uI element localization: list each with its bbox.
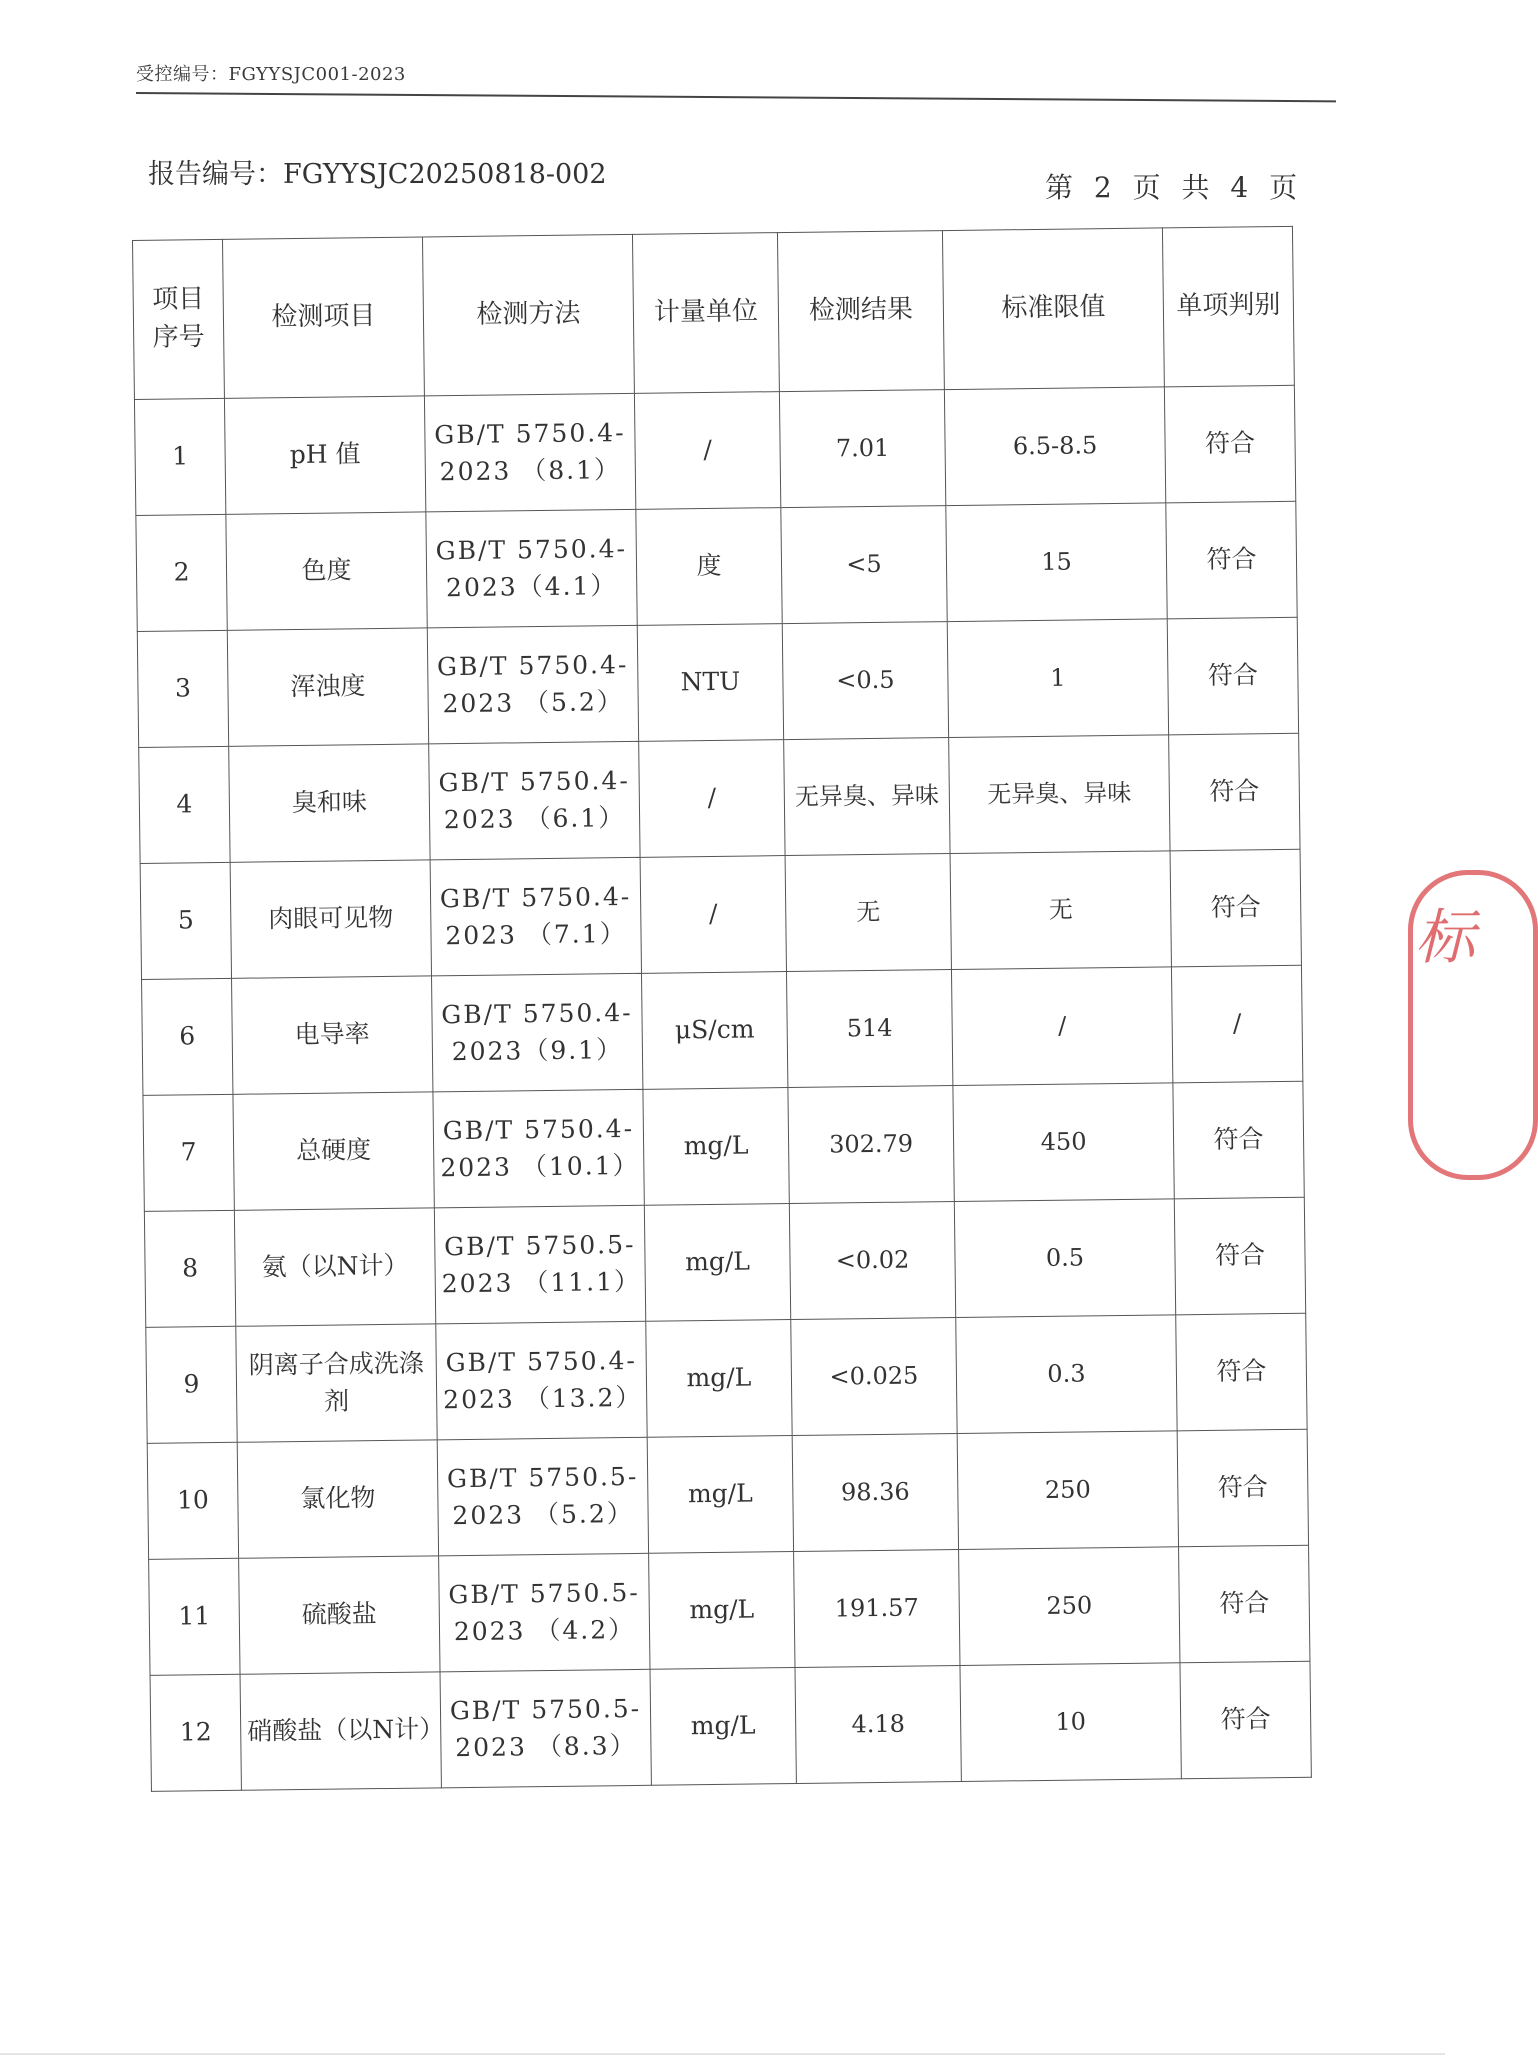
header-divider xyxy=(136,92,1336,102)
test-item: 氯化物 xyxy=(237,1440,438,1558)
table-row xyxy=(144,1197,1305,1327)
test-method: GB/T 5750.4-2023 （13.2） xyxy=(436,1321,647,1440)
header-test-item: 检测项目 xyxy=(222,237,424,398)
test-item: 肉眼可见物 xyxy=(230,860,431,978)
test-method: GB/T 5750.5-2023 （5.2） xyxy=(437,1437,648,1556)
header-item-no: 项目序号 xyxy=(133,239,225,399)
judgement: / xyxy=(1171,965,1302,1083)
standard-limit: / xyxy=(951,967,1172,1086)
item-no: 9 xyxy=(146,1326,237,1443)
test-item: 硫酸盐 xyxy=(239,1556,440,1674)
unit: mg/L xyxy=(647,1436,793,1554)
header-test-method: 检测方法 xyxy=(422,234,634,396)
table-row xyxy=(150,1661,1311,1791)
item-no: 4 xyxy=(139,746,230,863)
test-method: GB/T 5750.4-2023 （8.1） xyxy=(424,393,635,512)
standard-limit: 10 xyxy=(960,1663,1181,1782)
test-method: GB/T 5750.4-2023（9.1） xyxy=(432,973,643,1092)
header-unit: 计量单位 xyxy=(632,233,779,394)
table-row xyxy=(134,385,1295,515)
header-result: 检测结果 xyxy=(777,231,944,392)
test-method: GB/T 5750.5-2023 （4.2） xyxy=(439,1553,650,1672)
test-item: 臭和味 xyxy=(229,744,430,862)
result: 7.01 xyxy=(779,390,945,508)
judgement: 符合 xyxy=(1174,1197,1305,1315)
standard-limit: 1 xyxy=(947,619,1168,738)
test-method: GB/T 5750.4-2023（4.1） xyxy=(426,509,637,628)
judgement: 符合 xyxy=(1173,1081,1304,1199)
test-item: 硝酸盐（以N计） xyxy=(240,1672,441,1790)
test-method: GB/T 5750.5-2023 （8.3） xyxy=(440,1669,651,1788)
unit: / xyxy=(639,740,785,858)
item-no: 7 xyxy=(143,1094,234,1211)
header-judgement: 单项判别 xyxy=(1162,226,1294,387)
table-row xyxy=(142,965,1303,1095)
result: <0.5 xyxy=(782,622,948,740)
item-no: 3 xyxy=(137,630,228,747)
judgement: 符合 xyxy=(1177,1429,1308,1547)
results-table xyxy=(132,226,1312,1792)
test-method: GB/T 5750.4-2023 （10.1） xyxy=(433,1089,644,1208)
unit: mg/L xyxy=(644,1204,790,1322)
test-method: GB/T 5750.4-2023 （6.1） xyxy=(429,741,640,860)
unit: μS/cm xyxy=(641,972,787,1090)
standard-limit: 250 xyxy=(957,1431,1178,1550)
page-indicator: 第 2 页 共 4 页 xyxy=(1045,171,1304,204)
table-header-row xyxy=(133,226,1295,399)
unit: mg/L xyxy=(649,1552,795,1670)
unit: mg/L xyxy=(650,1668,796,1786)
standard-limit: 6.5-8.5 xyxy=(944,387,1165,506)
standard-limit: 250 xyxy=(959,1547,1180,1666)
result: 4.18 xyxy=(795,1665,961,1783)
test-item: 浑浊度 xyxy=(227,628,428,746)
test-item: 电导率 xyxy=(232,976,433,1094)
unit: mg/L xyxy=(646,1320,792,1438)
item-no: 1 xyxy=(134,398,225,515)
result: <0.02 xyxy=(789,1202,955,1320)
result: 514 xyxy=(786,970,952,1088)
table-row xyxy=(143,1081,1304,1211)
result: 98.36 xyxy=(792,1434,958,1552)
report-number: 报告编号：FGYYSJC20250818-002 xyxy=(148,159,607,190)
item-no: 2 xyxy=(136,514,227,631)
test-item: 总硬度 xyxy=(233,1092,434,1210)
item-no: 6 xyxy=(142,978,233,1095)
standard-limit: 无 xyxy=(950,851,1171,970)
unit: / xyxy=(634,392,780,510)
standard-limit: 15 xyxy=(946,503,1167,622)
test-method: GB/T 5750.5-2023 （11.1） xyxy=(434,1205,645,1324)
test-item: 阴离子合成洗涤剂 xyxy=(236,1324,437,1442)
standard-limit: 0.3 xyxy=(956,1315,1177,1434)
header-standard-limit: 标准限值 xyxy=(942,228,1164,390)
test-item: pH 值 xyxy=(224,396,425,514)
judgement: 符合 xyxy=(1164,385,1295,503)
table-row xyxy=(136,501,1297,631)
result: <0.025 xyxy=(791,1318,957,1436)
results-sheet xyxy=(132,226,1311,1792)
test-item: 色度 xyxy=(226,512,427,630)
result: 191.57 xyxy=(794,1549,960,1667)
judgement: 符合 xyxy=(1167,617,1298,735)
table-row xyxy=(139,733,1300,863)
judgement: 符合 xyxy=(1176,1313,1307,1431)
unit: NTU xyxy=(637,624,783,742)
table-row xyxy=(149,1545,1310,1675)
test-method: GB/T 5750.4-2023 （5.2） xyxy=(427,625,638,744)
judgement: 符合 xyxy=(1166,501,1297,619)
judgement: 符合 xyxy=(1180,1661,1311,1779)
item-no: 8 xyxy=(144,1210,235,1327)
unit: / xyxy=(640,856,786,974)
test-method: GB/T 5750.4-2023 （7.1） xyxy=(430,857,641,976)
table-row xyxy=(137,617,1298,747)
item-no: 12 xyxy=(150,1674,241,1791)
control-number: 受控编号：FGYYSJC001-2023 xyxy=(136,64,406,85)
table-row xyxy=(140,849,1301,979)
judgement: 符合 xyxy=(1170,849,1301,967)
item-no: 11 xyxy=(149,1558,240,1675)
unit: mg/L xyxy=(643,1088,789,1206)
result: 无异臭、异味 xyxy=(784,738,950,856)
result: <5 xyxy=(781,506,947,624)
table-row xyxy=(146,1313,1307,1443)
result: 302.79 xyxy=(788,1086,954,1204)
result: 无 xyxy=(785,854,951,972)
judgement: 符合 xyxy=(1179,1545,1310,1663)
standard-limit: 无异臭、异味 xyxy=(949,735,1170,854)
table-row xyxy=(147,1429,1308,1559)
judgement: 符合 xyxy=(1169,733,1300,851)
item-no: 5 xyxy=(140,862,231,979)
standard-limit: 450 xyxy=(953,1083,1174,1202)
test-item: 氨（以N计） xyxy=(234,1208,435,1326)
scan-edge-line xyxy=(0,2053,1445,2055)
red-seal-stamp-glyph: 标 xyxy=(1415,903,1475,973)
standard-limit: 0.5 xyxy=(954,1199,1175,1318)
unit: 度 xyxy=(636,508,782,626)
item-no: 10 xyxy=(147,1442,238,1559)
